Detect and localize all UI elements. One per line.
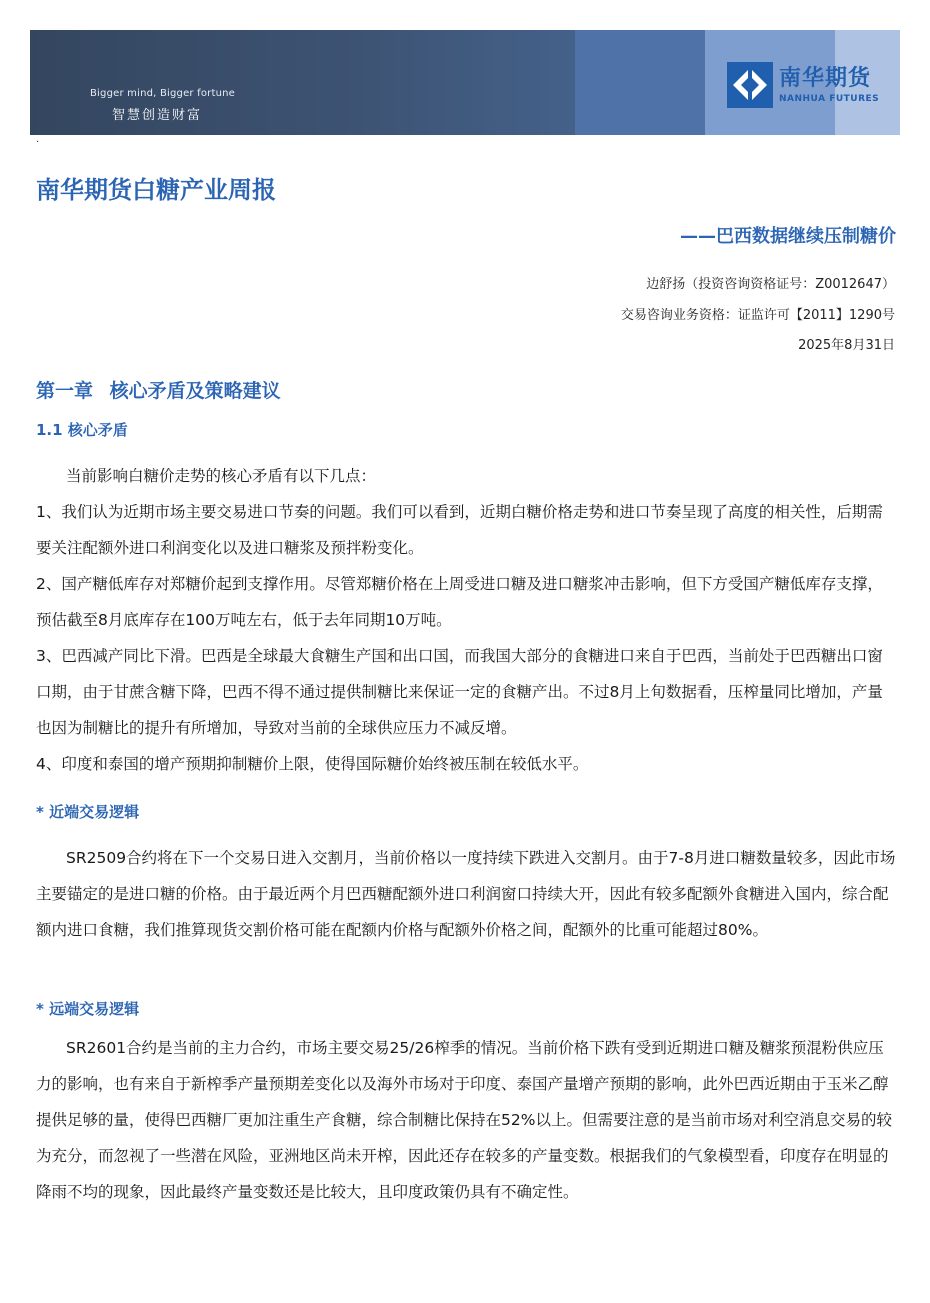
author-line: 边舒扬（投资咨询资格证号：Z0012647）: [646, 277, 895, 292]
license-line: 交易咨询业务资格：证监许可【2011】1290号: [620, 308, 895, 323]
near-term-heading: * 近端交易逻辑: [36, 803, 140, 821]
far-term-heading: * 远端交易逻辑: [36, 1000, 140, 1018]
near-term-paragraph: SR2509合约将在下一个交易日进入交割月，当前价格以一度持续下跌进入交割月。由于7-8月进口糖数量较多，因此市场主要锚定的是进口糖的价格。由于最近两个月巴西糖配额外进口利润窗口持续大开，因此有较多配额外食糖进入国内，综合配额内进口食糖，我们推算现货交割价格可能在配额内价格与配额外价格之间，配额外的比重可能超过80%。: [36, 849, 896, 939]
slogan-english: Bigger mind, Bigger fortune: [90, 88, 236, 99]
report-title: 南华期货白糖产业周报: [36, 176, 276, 204]
banner-mid-segment: [575, 30, 705, 135]
logo-english-name: NANHUA FUTURES: [779, 94, 880, 104]
point-item: 3、巴西减产同比下滑。巴西是全球最大食糖生产国和出口国，而我国大部分的食糖进口来自于巴西，当前处于巴西糖出口窗口期，由于甘蔗含糖下降，巴西不得不通过提供制糖比来保证一定的食糖产出。不过8月上旬数据看，压榨量同比增加，产量也因为制糖比的提升有所增加，导致对当前的全球供应压力不减反增。: [36, 647, 883, 737]
logo-chinese-name: 南华期货: [779, 66, 872, 91]
report-subtitle: ——巴西数据继续压制糖价: [680, 226, 896, 247]
report-date: 2025年8月31日: [798, 338, 895, 353]
company-logo: [727, 62, 879, 108]
point-item: 4、印度和泰国的增产预期抑制糖价上限，使得国际糖价始终被压制在较低水平。: [36, 755, 589, 773]
intro-paragraph: 当前影响白糖价走势的核心矛盾有以下几点：: [66, 467, 377, 485]
nanhua-logo-icon: [727, 62, 773, 108]
point-item: 2、国产糖低库存对郑糖价起到支撑作用。尽管郑糖价格在上周受进口糖及进口糖浆冲击影响，但下方受国产糖低库存支撑，预估截至8月底库存在100万吨左右，低于去年同期10万吨。: [36, 575, 883, 629]
chapter-heading: 第一章 核心矛盾及策略建议: [36, 380, 281, 402]
far-term-paragraph: SR2601合约是当前的主力合约，市场主要交易25/26榨季的情况。当前价格下跌有受到近期进口糖及糖浆预混粉供应压力的影响，也有来自于新榨季产量预期差变化以及海外市场对于印度、泰国产量增产预期的影响，此外巴西近期由于玉米乙醇提供足够的量，使得巴西糖厂更加注重生产食糖，综合制糖比保持在52%以上。但需要注意的是当前市场对利空消息交易的较为充分，而忽视了一些潜在风险，亚洲地区尚未开榨，因此还存在较多的产量变数。根据我们的气象模型看，印度存在明显的降雨不均的现象，因此最终产量变数还是比较大，且印度政策仍具有不确定性。: [36, 1039, 892, 1201]
section-heading-core-conflict: 1.1 核心矛盾: [36, 421, 128, 439]
point-item: 1、我们认为近期市场主要交易进口节奏的问题。我们可以看到，近期白糖价格走势和进口节奏呈现了高度的相关性，后期需要关注配额外进口利润变化以及进口糖浆及预拌粉变化。: [36, 503, 883, 557]
banner-dark-segment: [30, 30, 575, 135]
page-marker: ·: [36, 137, 40, 148]
slogan-chinese: 智慧创造财富: [112, 108, 203, 123]
